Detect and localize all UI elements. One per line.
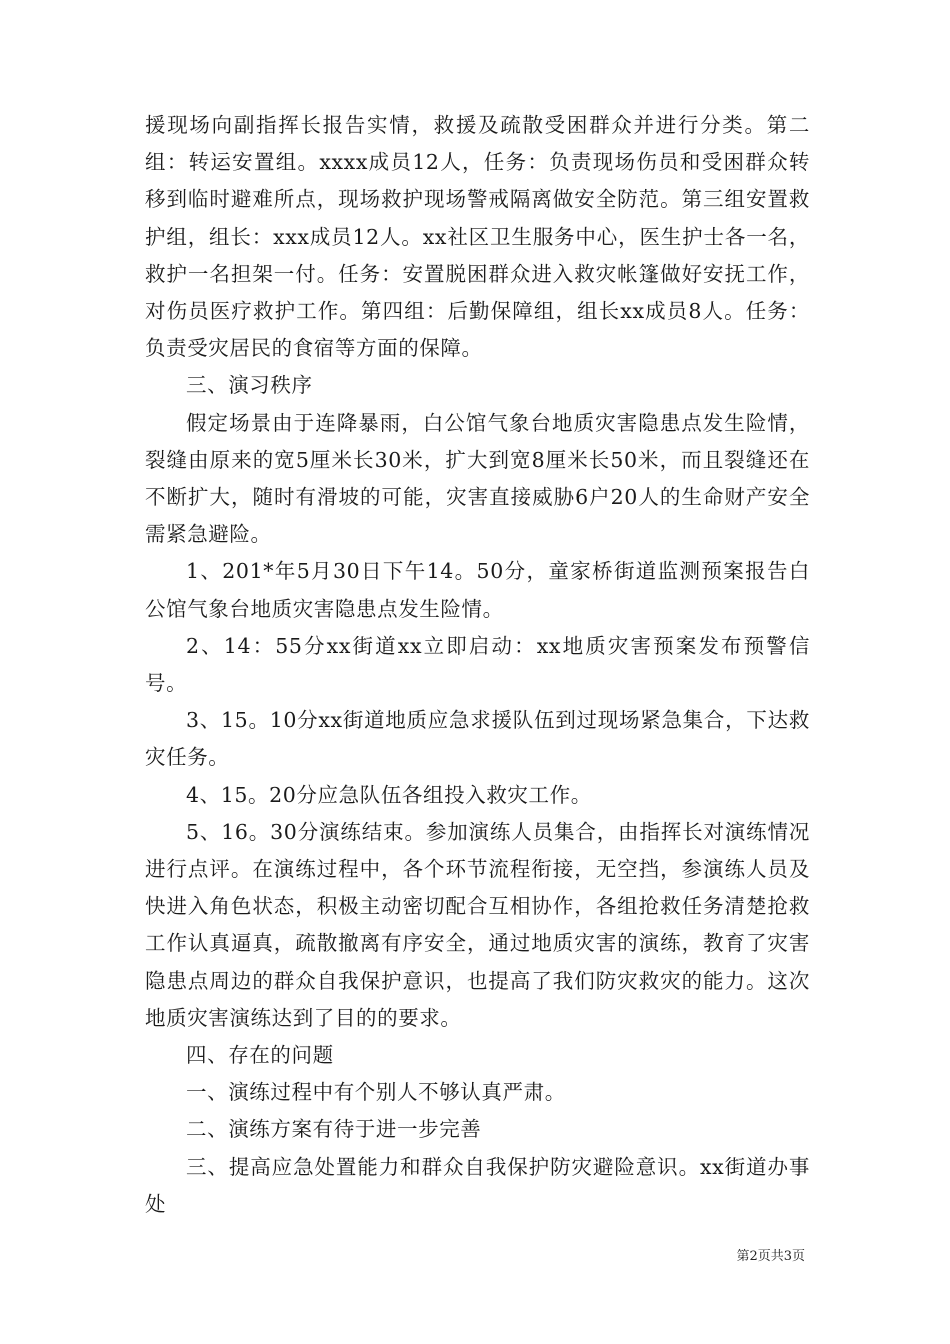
paragraph: 5、16。30分演练结束。参加演练人员集合，由指挥长对演练情况进行点评。在演练过程中，各个环节流程衔接，无空挡，参演练人员及快进入角色状态，积极主动密切配合互相协作，各组抢救任务清楚抢救工作认真逼真，疏散撤离有序安全，通过地质灾害的演练，教育了灾害隐患点周边的群众自我保护意识，也提高了我们防灾救灾的能力。这次地质灾害演练达到了目的的要求。: [145, 819, 810, 1030]
paragraph: 一、演练过程中有个别人不够认真严肃。: [186, 1080, 566, 1105]
paragraph: 假定场景由于连降暴雨，白公馆气象台地质灾害隐患点发生险情，裂缝由原来的宽5厘米长30米，扩大到宽8厘米长50米，而且裂缝还在不断扩大，随时有滑坡的可能，灾害直接威胁6户20人的生命财产安全需紧急避险。: [145, 410, 810, 547]
paragraph: 4、15。20分应急队伍各组投入救灾工作。: [186, 782, 592, 807]
paragraph: 援现场向副指挥长报告实情，救援及疏散受困群众并进行分类。第二组：转运安置组。xxxx成员12人，任务：负责现场伤员和受困群众转移到临时避难所点，现场救护现场警戒隔离做安全防范。第三组安置救护组，组长：xxx成员12人。xx社区卫生服务中心，医生护士各一名，救护一名担架一付。任务：安置脱困群众进入救灾帐篷做好安抚工作，对伤员医疗救护工作。第四组：后勤保障组，组长xx成员8人。任务：负责受灾居民的食宿等方面的保障。: [145, 113, 810, 361]
paragraph: 2、14：55分xx街道xx立即启动：xx地质灾害预案发布预警信号。: [145, 633, 810, 696]
paragraph: 三、提高应急处置能力和群众自我保护防灾避险意识。xx街道办事处: [145, 1154, 810, 1216]
page-number: 第2页共3页: [736, 1249, 805, 1264]
paragraph: 1、201*年5月30日下午14。50分，童家桥街道监测预案报告白公馆气象台地质灾害隐患点发生险情。: [145, 559, 810, 621]
paragraph: 三、演习秩序: [186, 373, 313, 398]
paragraph: 3、15。10分xx街道地质应急求援队伍到过现场紧急集合，下达救灾任务。: [145, 708, 810, 770]
document-body: [145, 107, 810, 1223]
paragraph: 二、演练方案有待于进一步完善: [186, 1117, 482, 1142]
paragraph: 四、存在的问题: [186, 1043, 334, 1068]
